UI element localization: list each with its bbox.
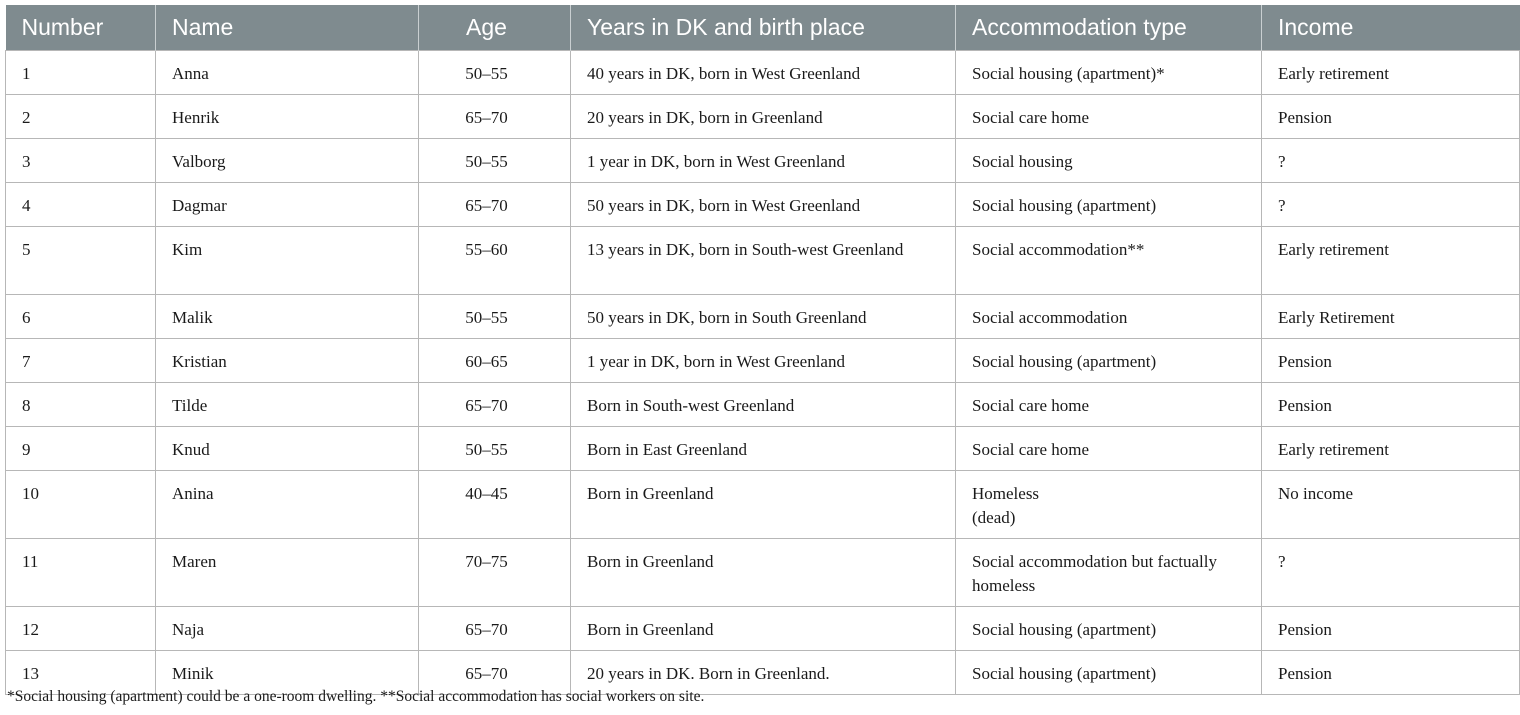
cell-income: Pension (1262, 607, 1520, 651)
table-row (6, 95, 1520, 139)
cell-number: 13 (6, 651, 156, 695)
cell-income: Early retirement (1262, 227, 1520, 295)
table-row (6, 471, 1520, 539)
cell-years-birthplace: 50 years in DK, born in West Greenland (571, 183, 956, 227)
cell-years-birthplace: Born in East Greenland (571, 427, 956, 471)
table-row (6, 427, 1520, 471)
cell-age: 65–70 (419, 95, 571, 139)
cell-number: 8 (6, 383, 156, 427)
cell-number: 11 (6, 539, 156, 607)
cell-income: Early retirement (1262, 51, 1520, 95)
cell-age: 65–70 (419, 651, 571, 695)
cell-income: ? (1262, 183, 1520, 227)
cell-number: 1 (6, 51, 156, 95)
table-row (6, 139, 1520, 183)
cell-accommodation: Homeless (dead) (956, 471, 1262, 539)
header-years-birthplace: Years in DK and birth place (571, 5, 956, 51)
cell-accommodation: Social housing (apartment) (956, 339, 1262, 383)
cell-accommodation: Social accommodation (956, 295, 1262, 339)
header-accommodation: Accommodation type (956, 5, 1262, 51)
cell-number: 12 (6, 607, 156, 651)
cell-number: 4 (6, 183, 156, 227)
cell-accommodation: Social housing (apartment) (956, 607, 1262, 651)
table-row (6, 539, 1520, 607)
table-row (6, 183, 1520, 227)
cell-name: Valborg (156, 139, 419, 183)
cell-income: Pension (1262, 339, 1520, 383)
cell-accommodation: Social care home (956, 427, 1262, 471)
header-number: Number (6, 5, 156, 51)
cell-name: Maren (156, 539, 419, 607)
cell-name: Henrik (156, 95, 419, 139)
participants-table (5, 5, 1520, 695)
table-row (6, 339, 1520, 383)
cell-income: Early Retirement (1262, 295, 1520, 339)
cell-name: Naja (156, 607, 419, 651)
cell-years-birthplace: 13 years in DK, born in South-west Greenland (571, 227, 956, 295)
header-row (6, 5, 1520, 51)
table-row (6, 607, 1520, 651)
cell-income: ? (1262, 539, 1520, 607)
table-row (6, 227, 1520, 295)
cell-accommodation: Social housing (apartment) (956, 651, 1262, 695)
cell-years-birthplace: 40 years in DK, born in West Greenland (571, 51, 956, 95)
cell-name: Knud (156, 427, 419, 471)
cell-accommodation: Social care home (956, 383, 1262, 427)
cell-age: 60–65 (419, 339, 571, 383)
cell-age: 65–70 (419, 383, 571, 427)
cell-age: 65–70 (419, 607, 571, 651)
cell-accommodation: Social accommodation** (956, 227, 1262, 295)
header-age: Age (419, 5, 571, 51)
cell-accommodation: Social housing (apartment)* (956, 51, 1262, 95)
cell-age: 50–55 (419, 427, 571, 471)
cell-age: 40–45 (419, 471, 571, 539)
cell-name: Minik (156, 651, 419, 695)
cell-name: Kristian (156, 339, 419, 383)
cell-accommodation: Social housing (956, 139, 1262, 183)
cell-income: Pension (1262, 651, 1520, 695)
cell-name: Malik (156, 295, 419, 339)
cell-name: Dagmar (156, 183, 419, 227)
cell-age: 50–55 (419, 139, 571, 183)
table-row (6, 295, 1520, 339)
table-body (6, 51, 1520, 695)
cell-number: 2 (6, 95, 156, 139)
cell-years-birthplace: 1 year in DK, born in West Greenland (571, 339, 956, 383)
cell-income: Early retirement (1262, 427, 1520, 471)
cell-age: 50–55 (419, 295, 571, 339)
cell-income: ? (1262, 139, 1520, 183)
cell-years-birthplace: Born in Greenland (571, 539, 956, 607)
cell-years-birthplace: 20 years in DK. Born in Greenland. (571, 651, 956, 695)
header-name: Name (156, 5, 419, 51)
header-income: Income (1262, 5, 1520, 51)
cell-number: 6 (6, 295, 156, 339)
cell-name: Anna (156, 51, 419, 95)
cell-age: 50–55 (419, 51, 571, 95)
cell-years-birthplace: 1 year in DK, born in West Greenland (571, 139, 956, 183)
cell-number: 10 (6, 471, 156, 539)
cell-accommodation: Social accommodation but factually homeless (956, 539, 1262, 607)
table-row (6, 51, 1520, 95)
cell-years-birthplace: 50 years in DK, born in South Greenland (571, 295, 956, 339)
cell-accommodation: Social care home (956, 95, 1262, 139)
cell-name: Kim (156, 227, 419, 295)
table-container (5, 5, 1395, 695)
cell-years-birthplace: 20 years in DK, born in Greenland (571, 95, 956, 139)
table-footnote: *Social housing (apartment) could be a one-room dwelling. **Social accommodation has social workers on site. (7, 688, 705, 705)
cell-income: Pension (1262, 95, 1520, 139)
cell-number: 9 (6, 427, 156, 471)
cell-number: 5 (6, 227, 156, 295)
cell-name: Tilde (156, 383, 419, 427)
cell-years-birthplace: Born in South-west Greenland (571, 383, 956, 427)
cell-years-birthplace: Born in Greenland (571, 471, 956, 539)
cell-income: Pension (1262, 383, 1520, 427)
cell-name: Anina (156, 471, 419, 539)
table-row (6, 383, 1520, 427)
cell-number: 7 (6, 339, 156, 383)
cell-years-birthplace: Born in Greenland (571, 607, 956, 651)
cell-accommodation: Social housing (apartment) (956, 183, 1262, 227)
cell-age: 65–70 (419, 183, 571, 227)
cell-age: 70–75 (419, 539, 571, 607)
cell-income: No income (1262, 471, 1520, 539)
cell-number: 3 (6, 139, 156, 183)
table-header (6, 5, 1520, 51)
cell-age: 55–60 (419, 227, 571, 295)
